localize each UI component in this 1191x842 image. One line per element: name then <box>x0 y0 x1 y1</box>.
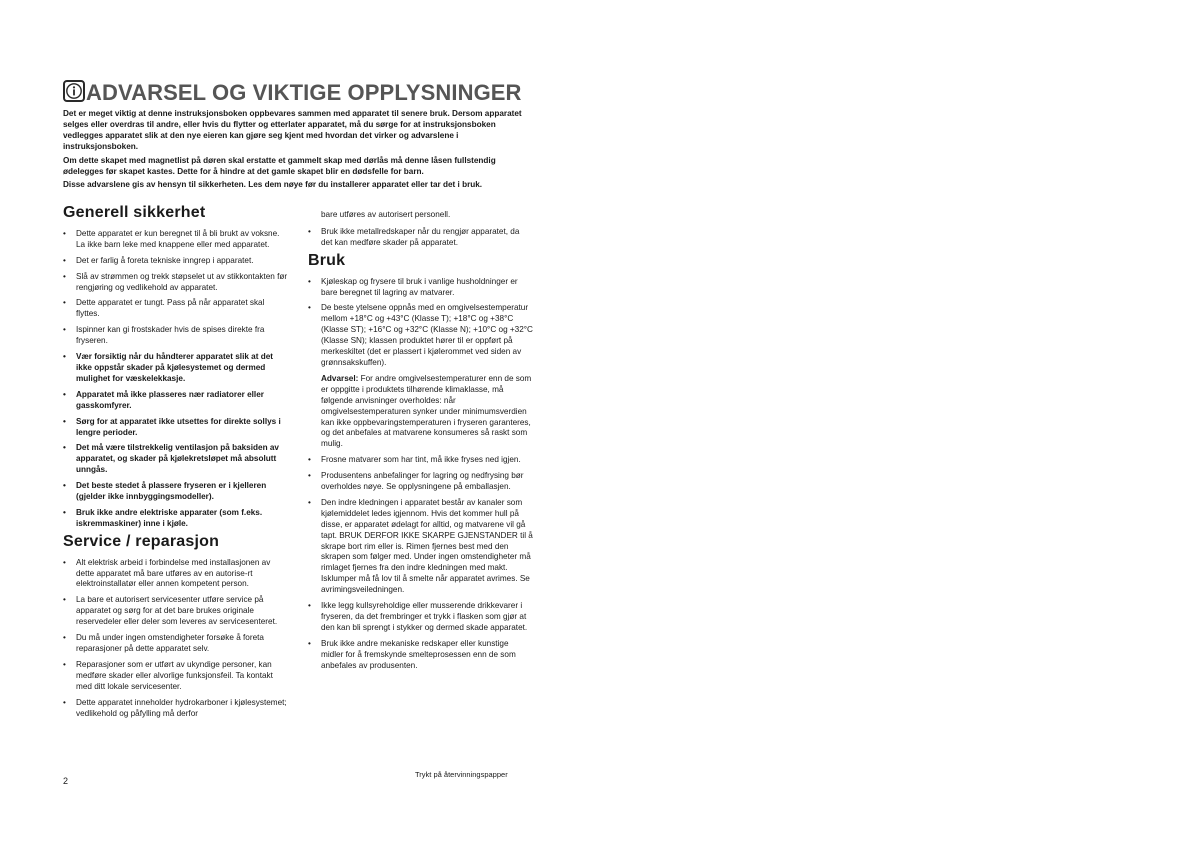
bruk-list <box>308 277 533 369</box>
list-item: • Bruk ikke andre mekaniske redskaper eller kunstige midler for å fremskynde smelteprosessen enn de som anbefales av produsenten. <box>308 639 533 672</box>
list-item: • Dette apparatet er tungt. Pass på når apparatet skal flyttes. <box>63 298 288 320</box>
list-item: • Vær forsiktig når du håndterer apparatet slik at det ikke oppstår skader på kjølesystemet og dermed mulighet for væskelekkasje. <box>63 352 288 385</box>
service-list-continued <box>308 227 533 249</box>
left-column <box>63 204 288 724</box>
list-item: • Det er farlig å foreta tekniske inngrep i apparatet. <box>63 256 288 267</box>
right-column <box>308 210 533 677</box>
list-item: • Ispinner kan gi frostskader hvis de spises direkte fra fryseren. <box>63 325 288 347</box>
list-item: • Bruk ikke andre elektriske apparater (som f.eks. iskremmaskiner) inne i kjøle. <box>63 508 288 530</box>
info-icon <box>63 80 85 102</box>
list-item: • Sørg for at apparatet ikke utsettes for direkte sollys i lengre perioder. <box>63 417 288 439</box>
intro-paragraph: Det er meget viktig at denne instruksjonsboken oppbevares sammen med apparatet til senere bruk. Dersom apparatet selges eller overdras til andre, eller hvis du flytter og etterlater apparatet, må du sørge for at instruksjonsboken vedlegges apparatet slik at den nye eieren kan gjøre seg kjent med hvordan det virker og advarslene i instruksjonsboken. <box>63 109 522 151</box>
page-title <box>63 80 522 106</box>
service-continued: bare utføres av autorisert personell. <box>321 210 451 219</box>
section-heading-bruk: Bruk <box>308 251 346 269</box>
list-item: • Produsentens anbefalinger for lagring og nedfrysing bør overholdes nøye. Se opplysningene på emballasjen. <box>308 471 533 493</box>
list-item: • Den indre kledningen i apparatet består av kanaler som kjølemiddelet ledes igjennom. Hvis det kommer hull på disse, er apparatet ødelagt for alltid, og matvarene vil gå tapt. BRUK DERFOR IKKE SKARPE GJENSTANDER til å skrape bort rim eller is. Rimen fjernes best med den skrapen som følger med. Under ingen omstendigheter må rimlaget fjernes fra den indre kledningen med makt. Isklumper må få lov til å smelte når apparatet avrimes. Se avrimingsveiledningen. <box>308 498 533 596</box>
service-list <box>63 558 288 720</box>
list-item: • Bruk ikke metallredskaper når du rengjør apparatet, da det kan medføre skader på apparatet. <box>308 227 533 249</box>
list-item: • Det beste stedet å plassere fryseren er i kjelleren (gjelder ikke innbyggingsmodeller). <box>63 481 288 503</box>
list-item: • De beste ytelsene oppnås med en omgivelsestemperatur mellom +18°C og +43°C (Klasse T); +18°C og +38°C (Klasse ST); +16°C og +32°C (Klasse N); +10°C og +32°C (Klasse SN); klassen produktet hører til er oppført på merkeskiltet (det er plassert i kjølerommet ved siden av grønnsakskuffen). <box>308 303 533 368</box>
intro-paragraph: Om dette skapet med magnetlist på døren skal erstatte et gammelt skap med dørlås må denne låsen fullstendig ødelegges før skapet kastes. Dette for å hindre at det gamle skapet blir en dødsfelle for barn. <box>63 155 496 176</box>
list-item: • Alt elektrisk arbeid i forbindelse med installasjonen av dette apparatet må bare utføres av en autorise-rt elektroinstallatør eller annen kompetent person. <box>63 558 288 591</box>
list-item: • Frosne matvarer som har tint, må ikke fryses ned igjen. <box>308 455 533 466</box>
list-item: • Det må være tilstrekkelig ventilasjon på baksiden av apparatet, og skader på kjølekretsløpet må absolutt unngås. <box>63 443 288 476</box>
intro-section <box>63 109 533 194</box>
section-heading-service: Service / reparasjon <box>63 532 220 550</box>
intro-paragraph: Disse advarslene gis av hensyn til sikkerheten. Les dem nøye før du installerer apparatet eller tar det i bruk. <box>63 180 483 190</box>
section-heading-general: Generell sikkerhet <box>63 204 206 221</box>
warning-text: For andre omgivelsestemperaturer enn de som er oppgitte i produktets tilhørende klimaklasse, må følgende anvisninger overholdes: når omgivelsestemperaturen synker under minimumsverdien kan ikke oppbevaringstemperaturen i fryseren garanteres, og det anbefales at matvarene konsumeres så raskt som mulig. <box>321 373 532 449</box>
list-item: • Apparatet må ikke plasseres nær radiatorer eller gasskomfyrer. <box>63 390 288 412</box>
footer-note: Trykt på återvinningspapper <box>415 770 508 779</box>
list-item: • Slå av strømmen og trekk støpselet ut av stikkontakten før rengjøring og vedlikehold av apparatet. <box>63 272 288 294</box>
warning-label: Advarsel: <box>321 373 359 383</box>
bruk-list-rest <box>308 455 533 671</box>
title-text: ADVARSEL OG VIKTIGE OPPLYSNINGER <box>86 80 522 105</box>
general-list <box>63 229 288 530</box>
list-item: • Reparasjoner som er utført av ukyndige personer, kan medføre skader eller alvorlige funksjonsfeil. Ta kontakt med ditt lokale servicesenter. <box>63 660 288 693</box>
list-item: • Dette apparatet er kun beregnet til å bli brukt av voksne. La ikke barn leke med knappene eller med apparatet. <box>63 229 288 251</box>
list-item: • La bare et autorisert servicesenter utføre service på apparatet og sørg for at det bare brukes originale reservedeler eller deler som leveres av servicesenteret. <box>63 595 288 628</box>
list-item: • Dette apparatet inneholder hydrokarboner i kjølesystemet; vedlikehold og påfylling må derfor <box>63 698 288 720</box>
list-item: • Ikke legg kullsyreholdige eller musserende drikkevarer i fryseren, da det frembringer et trykk i flasken som gjør at den kan bli sprengt i stykker og dermed skade apparatet. <box>308 601 533 634</box>
warning-paragraph <box>308 374 533 450</box>
list-item: • Du må under ingen omstendigheter forsøke å foreta reparasjoner på dette apparatet selv. <box>63 633 288 655</box>
page-number: 2 <box>63 776 69 786</box>
list-item: • Kjøleskap og frysere til bruk i vanlige husholdninger er bare beregnet til lagring av matvarer. <box>308 277 533 299</box>
